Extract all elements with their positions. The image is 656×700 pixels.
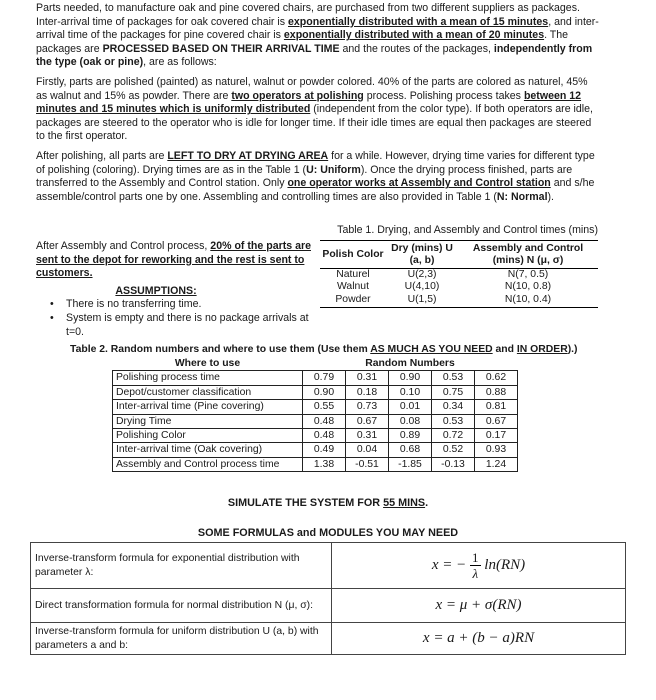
depot-rule-text: After Assembly and Control process, 20% of the parts are sent to the depot for reworking and the rest is sent to customers.	[36, 240, 311, 280]
random-number-cell: -1.85	[389, 457, 432, 471]
table-1-cell: U(4,10)	[404, 281, 440, 293]
random-number-cell: -0.13	[432, 457, 475, 471]
random-number-cell: 0.17	[475, 429, 518, 443]
intro-paragraph-2: Firstly, parts are polished (painted) as naturel, walnut or powder colored. 40% of the parts are colored as naturel, 45% as walnut and 15% as powder. There are two operators at polishing process. Polishing process takes between 12 minutes and 15 minutes which is uniformly distributed (independent from the color type). If both operators are idle, packages are steered to the operator who is idle for longer time. If their idle times are equal then packages are steered to the first operator.	[36, 75, 593, 143]
table-2-row	[113, 400, 518, 414]
random-number-cell: 0.90	[389, 371, 432, 385]
table-2-row	[113, 371, 518, 385]
random-number-cell: 0.08	[389, 414, 432, 428]
random-number-cell: 0.31	[346, 371, 389, 385]
table-1-cell: Walnut	[337, 281, 369, 293]
random-number-cell: 0.72	[432, 429, 475, 443]
table-1-grid	[320, 243, 598, 308]
random-number-cell: 0.01	[389, 400, 432, 414]
random-number-cell: 0.53	[432, 414, 475, 428]
table-2	[112, 357, 518, 472]
table-2-row-label: Polishing process time	[113, 371, 303, 385]
assumption-item: • There is no transferring time.	[50, 298, 316, 312]
random-number-cell: 0.55	[303, 400, 346, 414]
random-number-cell: 0.68	[389, 443, 432, 457]
table-1-header: Assembly and Control (mins) N (μ, σ)	[458, 243, 598, 269]
random-number-cell: 0.53	[432, 371, 475, 385]
random-number-cell: 0.62	[475, 371, 518, 385]
table-1-caption: Table 1. Drying, and Assembly and Control times (mins)	[320, 224, 598, 241]
table-2-body	[113, 371, 518, 472]
exponential-formula: x = − $\frac{1}{\lambda}$ ln(RN)	[332, 543, 626, 589]
random-number-cell: 1.38	[303, 457, 346, 471]
table-1-header: Dry (mins) U (a, b)	[386, 243, 458, 269]
simulate-instruction: SIMULATE THE SYSTEM FOR 55 MINS.	[227, 497, 429, 509]
table-2-header-random-numbers: Random Numbers	[365, 358, 455, 369]
random-number-cell: 0.88	[475, 385, 518, 399]
formula-description: Inverse-transform formula for uniform distribution U (a, b) with parameters a and b:	[31, 623, 332, 655]
table-1-cell: U(2,3)	[407, 268, 437, 280]
random-number-cell: 0.75	[432, 385, 475, 399]
normal-formula: x = μ + σ(RN)	[332, 589, 626, 623]
formulas-heading: SOME FORMULAS and MODULES YOU MAY NEED	[197, 527, 459, 539]
table-1-header: Polish Color	[320, 243, 386, 269]
table-2-row	[113, 414, 518, 428]
random-number-cell: 0.10	[389, 385, 432, 399]
table-2-row	[113, 385, 518, 399]
table-2-header-where: Where to use	[174, 358, 241, 369]
random-number-cell: 0.34	[432, 400, 475, 414]
table-1-cell: N(10, 0.4)	[458, 294, 598, 307]
random-number-cell: 0.48	[303, 414, 346, 428]
problem-statement	[36, 2, 600, 210]
random-number-cell: 0.52	[432, 443, 475, 457]
intro-paragraph-3: After polishing, all parts are LEFT TO DRY AT DRYING AREA for a while. However, drying time varies for different type of polishing (coloring). Drying times are as in the Table 1 (U: Uniform). Once the drying process finished, parts are transferred to the Assembly and Control station. Only one operator works at Assembly and Control station and s/he assemble/control parts one by one. Assembling and controlling times are also provided in Table 1 (N: Normal).	[36, 149, 595, 203]
table-2-row-label: Inter-arrival time (Oak covering)	[113, 443, 303, 457]
assumptions-list	[36, 298, 316, 339]
assumption-item: • System is empty and there is no package arrivals at t=0.	[50, 312, 316, 339]
formula-fraction: $\frac{1}{\lambda}$	[472, 550, 479, 581]
table-2-row-label: Drying Time	[113, 414, 303, 428]
random-number-cell: 0.89	[389, 429, 432, 443]
random-number-cell: 0.73	[346, 400, 389, 414]
intro-paragraph-1: Parts needed, to manufacture oak and pine covered chairs, are purchased from two different suppliers as packages. Inter-arrival time of packages for oak covered chair is exponentially distributed with a mean of 15 minutes, and inter-arrival time of the packages for pine covered chair is exponentially distributed with a mean of 20 minutes. The packages are PROCESSED BASED ON THEIR ARRIVAL TIME and the routes of the packages, independently from the type (oak or pine), are as follows:	[36, 2, 599, 69]
random-number-cell: 0.93	[475, 443, 518, 457]
random-number-cell: 0.79	[303, 371, 346, 385]
table-2-row	[113, 457, 518, 471]
random-number-cell: 0.49	[303, 443, 346, 457]
table-1-cell: U(1,5)	[386, 294, 458, 307]
table-2-row-label: Depot/customer classification	[113, 385, 303, 399]
table-2-row	[113, 443, 518, 457]
table-2-row-label: Inter-arrival time (Pine covering)	[113, 400, 303, 414]
table-1	[320, 224, 598, 308]
random-number-cell: 0.67	[475, 414, 518, 428]
random-number-cell: 0.18	[346, 385, 389, 399]
formulas-table	[30, 542, 626, 655]
random-number-cell: 0.04	[346, 443, 389, 457]
random-number-cell: 0.90	[303, 385, 346, 399]
table-1-cell: N(7, 0.5)	[507, 268, 549, 280]
random-number-cell: 0.81	[475, 400, 518, 414]
uniform-formula: x = a + (b − a)RN	[332, 623, 626, 655]
random-number-cell: 0.48	[303, 429, 346, 443]
table-2-row	[113, 429, 518, 443]
table-2-row-label: Polishing Color	[113, 429, 303, 443]
table-1-cell: N(10, 0.8)	[504, 281, 552, 293]
random-number-cell: 1.24	[475, 457, 518, 471]
left-column	[36, 240, 316, 339]
random-number-cell: 0.67	[346, 414, 389, 428]
formula-description: Direct transformation formula for normal distribution N (μ, σ):	[31, 589, 332, 623]
table-1-cell: Naturel	[336, 268, 370, 280]
assumptions-title: ASSUMPTIONS:	[115, 284, 197, 297]
table-2-caption: Table 2. Random numbers and where to use them (Use them AS MUCH AS YOU NEED and IN ORDER).)	[70, 344, 578, 355]
random-number-cell: 0.31	[346, 429, 389, 443]
table-2-row-label: Assembly and Control process time	[113, 457, 303, 471]
random-number-cell: -0.51	[346, 457, 389, 471]
formula-description: Inverse-transform formula for exponential distribution with parameter λ:	[31, 543, 332, 589]
table-1-cell: Powder	[320, 294, 386, 307]
